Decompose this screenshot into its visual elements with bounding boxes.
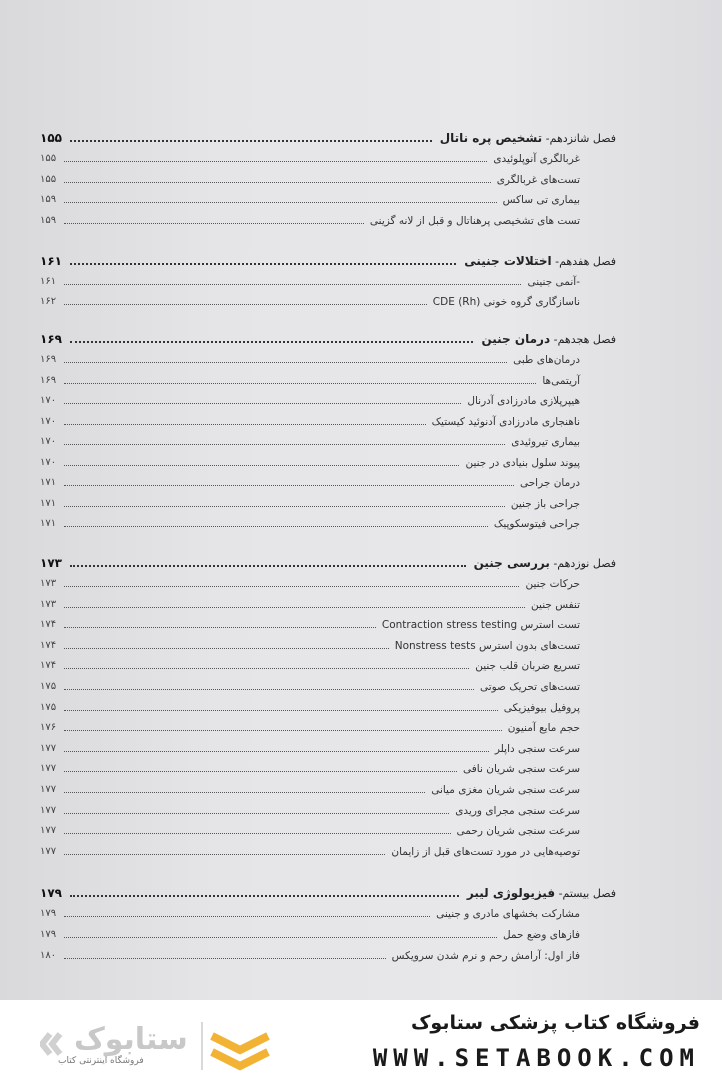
dot-leader xyxy=(70,341,473,343)
dot-leader xyxy=(64,161,487,162)
entry-page-number: ۱۷۵ xyxy=(40,701,57,713)
dot-leader xyxy=(64,833,451,834)
toc-entry xyxy=(40,453,580,473)
entry-title: غربالگری آنوپلوئیدی xyxy=(493,153,580,165)
dot-leader xyxy=(64,771,457,772)
entry-page-number: ۱۷۷ xyxy=(40,845,57,857)
chapter-page-number: ۱۵۵ xyxy=(40,131,62,145)
toc-entry xyxy=(40,272,580,292)
entry-page-number: ۱۷۹ xyxy=(40,908,57,919)
entry-title: بیماری تیروئیدی xyxy=(511,436,580,448)
chapter-heading xyxy=(40,250,616,272)
chapter-title xyxy=(464,250,616,273)
entry-title: سرعت سنجی شریان نافی xyxy=(463,763,580,776)
entry-page-number: ۱۷۰ xyxy=(40,395,57,406)
toc-entry xyxy=(40,759,580,779)
chapter-heading xyxy=(40,552,616,574)
chapter-page-number: ۱۶۹ xyxy=(40,332,62,346)
dot-leader xyxy=(70,263,456,265)
toc-entry xyxy=(40,801,580,821)
chapter-number: فصل نوزدهم- xyxy=(553,557,616,570)
dot-leader xyxy=(64,792,425,793)
chapter-heading xyxy=(40,127,616,149)
entry-title: حرکات جنین xyxy=(525,578,580,590)
dot-leader xyxy=(70,895,459,897)
entry-page-number: ۱۷۷ xyxy=(40,825,57,837)
toc-entry xyxy=(40,473,580,493)
chapter-number: فصل شانزدهم- xyxy=(545,132,616,145)
entry-page-number: ۱۷۴ xyxy=(40,639,57,651)
dot-leader xyxy=(64,586,519,587)
toc-entry xyxy=(40,211,580,231)
toc-entry xyxy=(40,925,580,945)
toc-entry xyxy=(40,842,580,862)
entry-page-number: ۱۶۹ xyxy=(40,354,57,365)
dot-leader xyxy=(64,710,498,711)
entry-title: بیماری تی ساکس xyxy=(502,194,580,206)
toc-entry xyxy=(40,514,580,534)
entry-title: سرعت سنجی مجرای وریدی xyxy=(455,804,580,817)
toc-entry xyxy=(40,677,580,697)
entry-page-number: ۱۷۱ xyxy=(40,497,57,509)
toc-entry xyxy=(40,739,580,759)
entry-page-number: ۱۷۰ xyxy=(40,436,57,447)
toc-entry xyxy=(40,615,580,635)
dot-leader xyxy=(64,362,507,363)
entry-title: سرعت سنجی شریان رحمی xyxy=(456,825,580,838)
entry-page-number: ۱۷۷ xyxy=(40,742,57,754)
dot-leader xyxy=(64,627,376,628)
entry-page-number: ۱۷۳ xyxy=(40,598,57,610)
store-footer xyxy=(0,1000,722,1080)
dot-leader xyxy=(70,565,466,567)
chapter-heading xyxy=(40,328,616,350)
chapter-number: فصل هجدهم- xyxy=(553,333,616,346)
chapter-title xyxy=(481,328,616,351)
toc-entry xyxy=(40,170,580,190)
entry-title: ناهنجاری مادرزادی آدنوئید کیستیک xyxy=(431,415,580,428)
entry-title: تسریع ضربان قلب جنین xyxy=(475,660,580,673)
toc-entry xyxy=(40,371,580,391)
entry-page-number: ۱۷۱ xyxy=(40,477,57,488)
logo-subtitle: فروشگاه اینترنتی کتاب xyxy=(58,1056,144,1066)
dot-leader xyxy=(64,916,430,917)
entry-title: سرعت سنجی داپلر xyxy=(494,742,580,755)
entry-page-number: ۱۷۵ xyxy=(40,681,57,692)
entry-title: پیوند سلول بنیادی در جنین xyxy=(465,456,580,469)
toc-entry xyxy=(40,292,580,312)
entry-title: تست‌های تحریک صوتی xyxy=(479,681,580,693)
chapter-title xyxy=(474,552,616,575)
chapter-page-number: ۱۶۱ xyxy=(40,254,62,268)
entry-title: ناسازگاری گروه خونی (Rh) CDE xyxy=(432,296,580,308)
dot-leader xyxy=(64,383,536,384)
entry-page-number: ۱۵۵ xyxy=(40,153,57,164)
entry-title: تنفس جنین xyxy=(531,598,580,611)
toc-entry xyxy=(40,190,580,210)
entry-title: -آنمی جنینی xyxy=(527,276,580,288)
entry-page-number: ۱۸۰ xyxy=(40,950,57,961)
entry-title: درمان‌های طبی xyxy=(513,354,580,366)
dot-leader xyxy=(64,485,514,486)
toc-entry xyxy=(40,412,580,432)
dot-leader xyxy=(64,937,497,938)
dot-leader xyxy=(70,140,432,142)
chapter-name: اختلالات جنینی xyxy=(464,254,552,268)
dot-leader xyxy=(64,854,385,855)
entry-page-number: ۱۷۹ xyxy=(40,929,57,940)
dot-leader xyxy=(64,403,461,404)
toc-entry xyxy=(40,149,580,169)
dot-leader xyxy=(64,958,386,959)
logo-text: ستابوک xyxy=(74,1022,188,1057)
store-name: فروشگاه کتاب پزشکی ستابوک xyxy=(410,1012,700,1034)
toc-entry xyxy=(40,432,580,452)
entry-title: پروفیل بیوفیزیکی xyxy=(503,701,580,714)
dot-leader xyxy=(64,730,502,731)
store-url-link[interactable]: WWW.SETABOOK.COM xyxy=(372,1044,700,1072)
dot-leader xyxy=(64,465,459,466)
dot-leader xyxy=(64,182,491,183)
chapter-name: تشخیص پره ناتال xyxy=(439,131,543,145)
setabook-logo xyxy=(40,1016,280,1076)
dot-leader xyxy=(64,506,505,507)
dot-leader xyxy=(64,689,474,690)
entry-title: فاز اول: آرامش رحم و نرم شدن سرویکس xyxy=(391,950,580,962)
entry-page-number: ۱۵۹ xyxy=(40,194,57,205)
dot-leader xyxy=(64,813,449,814)
entry-page-number: ۱۷۷ xyxy=(40,804,57,816)
dot-leader xyxy=(64,607,525,608)
chapter-name: فیزیولوژی لیبر xyxy=(466,886,556,900)
entry-page-number: ۱۶۲ xyxy=(40,296,57,307)
dot-leader xyxy=(64,444,505,445)
toc-entry xyxy=(40,636,580,656)
entry-page-number: ۱۷۴ xyxy=(40,660,57,672)
chapter-name: بررسی جنین xyxy=(473,556,550,570)
entry-title: درمان جراحی xyxy=(519,477,580,489)
entry-title: توصیه‌هایی در مورد تست‌های قبل از زایمان xyxy=(391,845,580,858)
toc-entry xyxy=(40,904,580,924)
dot-leader xyxy=(64,424,426,425)
chapter-page-number: ۱۷۳ xyxy=(40,556,62,570)
toc-entry xyxy=(40,494,580,514)
toc-entry xyxy=(40,780,580,800)
entry-title: تست‌های غربالگری xyxy=(496,173,580,186)
toc-entry xyxy=(40,350,580,370)
entry-title: آریتمی‌ها xyxy=(542,374,580,387)
toc-entry xyxy=(40,391,580,411)
chapter-heading xyxy=(40,882,616,904)
entry-page-number: ۱۷۷ xyxy=(40,784,57,795)
entry-title: هیپرپلازی مادرزادی آدرنال xyxy=(467,395,580,407)
entry-page-number: ۱۶۹ xyxy=(40,374,57,386)
entry-title: حجم مایع آمنیون xyxy=(507,722,580,735)
dot-leader xyxy=(64,668,469,669)
entry-page-number: ۱۷۷ xyxy=(40,763,57,775)
entry-title: تست های تشخیصی پرهناتال و قبل از لانه گزینی xyxy=(369,214,580,227)
entry-title: مشارکت بخشهای مادری و جنینی xyxy=(436,908,580,920)
dot-leader xyxy=(64,751,489,752)
entry-page-number: ۱۷۴ xyxy=(40,619,57,631)
dot-leader xyxy=(64,223,364,224)
entry-page-number: ۱۶۱ xyxy=(40,276,57,287)
entry-page-number: ۱۵۵ xyxy=(40,173,57,185)
entry-title: تست استرس Contraction stress testing xyxy=(381,619,580,632)
entry-page-number: ۱۷۰ xyxy=(40,456,57,468)
toc-entry xyxy=(40,574,580,594)
toc-entry xyxy=(40,698,580,718)
chapter-name: درمان جنین xyxy=(481,332,551,346)
entry-page-number: ۱۵۹ xyxy=(40,214,57,226)
toc-entry xyxy=(40,595,580,615)
entry-page-number: ۱۷۱ xyxy=(40,518,57,529)
dot-leader xyxy=(64,202,497,203)
toc-entry xyxy=(40,718,580,738)
chapter-title xyxy=(467,882,616,905)
chapter-number: فصل بیستم- xyxy=(558,887,616,900)
chapter-title xyxy=(440,127,616,150)
chapter-page-number: ۱۷۹ xyxy=(40,886,62,900)
entry-title: جراحی باز جنین xyxy=(510,497,580,510)
entry-title: فازهای وضع حمل xyxy=(502,929,580,941)
toc-entry xyxy=(40,656,580,676)
dot-leader xyxy=(64,648,389,649)
dot-leader xyxy=(64,526,488,527)
dot-leader xyxy=(64,304,427,305)
toc-entry xyxy=(40,946,580,966)
dot-leader xyxy=(64,284,521,285)
entry-page-number: ۱۷۶ xyxy=(40,722,57,734)
entry-page-number: ۱۷۳ xyxy=(40,578,57,589)
entry-title: جراحی فیتوسکوپیک xyxy=(493,518,580,530)
entry-title: تست‌های بدون استرس Nonstress tests xyxy=(394,639,580,652)
toc-entry xyxy=(40,821,580,841)
entry-title: سرعت سنجی شریان مغزی میانی xyxy=(431,784,580,796)
chapter-number: فصل هفدهم- xyxy=(555,255,616,268)
entry-page-number: ۱۷۰ xyxy=(40,415,57,427)
